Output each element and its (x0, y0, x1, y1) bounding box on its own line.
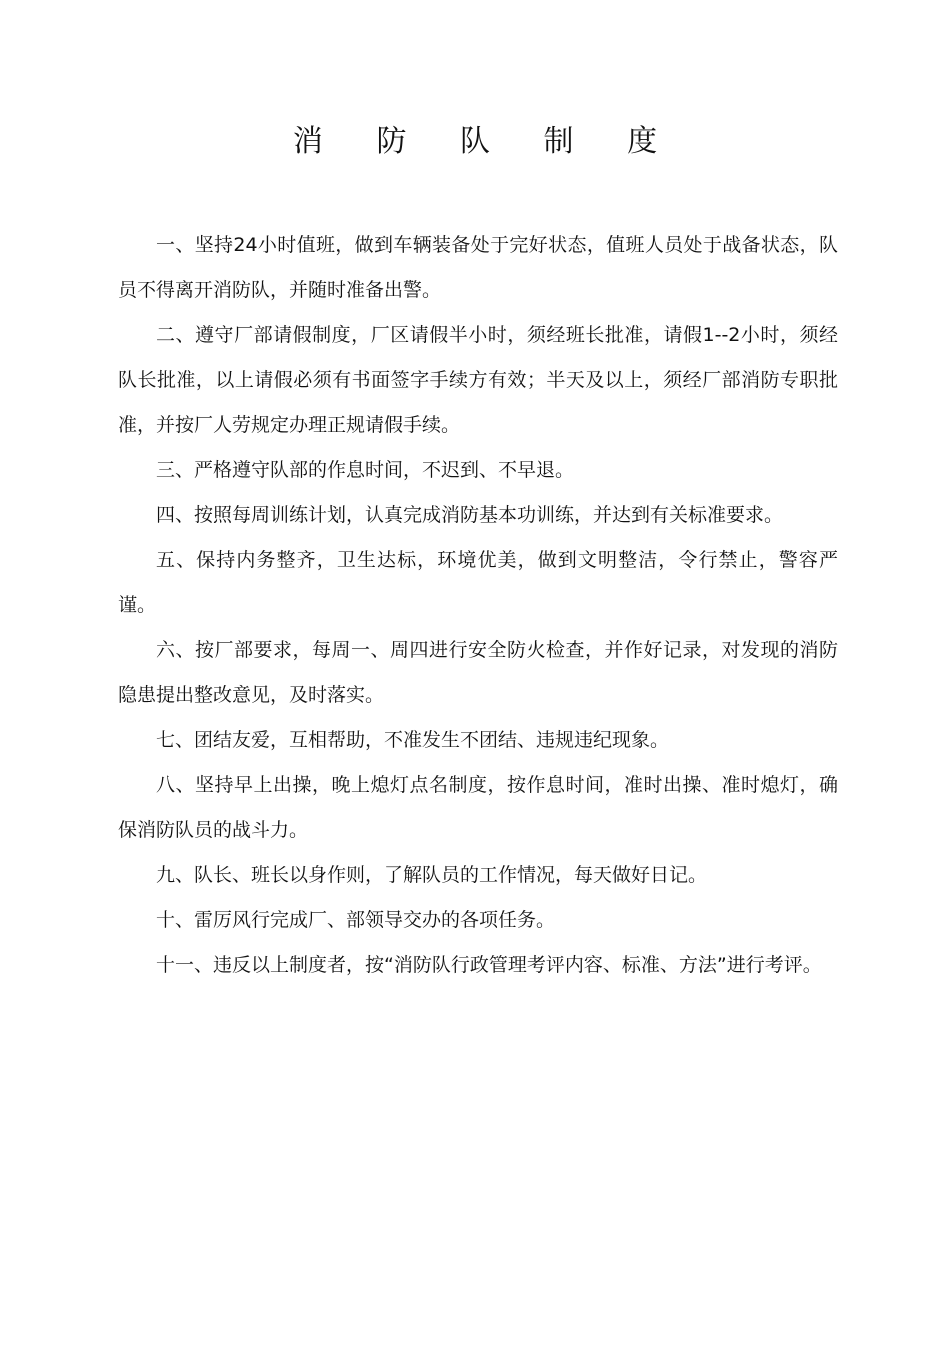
regulation-item-7: 七、团结友爱，互相帮助，不准发生不团结、违规违纪现象。 (156, 729, 670, 751)
regulation-item-8: 八、坚持早上出操，晚上熄灯点名制度，按作息时间，准时出操、准时熄灯，确保消防队员的战斗力。 (118, 774, 838, 841)
regulation-item-2: 二、遵守厂部请假制度，厂区请假半小时，须经班长批准，请假1--2小时，须经队长批准，以上请假必须有书面签字手续方有效；半天及以上，须经厂部消防专职批准，并按厂人劳规定办理正规请假手续。 (118, 324, 838, 436)
document-body (118, 223, 838, 988)
regulation-item-10: 十、雷厉风行完成厂、部领导交办的各项任务。 (156, 909, 556, 931)
regulation-item-4: 四、按照每周训练计划，认真完成消防基本功训练，并达到有关标准要求。 (156, 504, 784, 526)
document-title: 消 防 队 制 度 (292, 124, 680, 159)
regulation-item-5: 五、保持内务整齐，卫生达标，环境优美，做到文明整洁，令行禁止，警容严谨。 (118, 549, 838, 616)
regulation-item-3: 三、严格遵守队部的作息时间，不迟到、不早退。 (156, 459, 575, 481)
regulation-item-6: 六、按厂部要求，每周一、周四进行安全防火检查，并作好记录，对发现的消防隐患提出整改意见，及时落实。 (118, 639, 838, 706)
regulation-item-11: 十一、违反以上制度者，按“消防队行政管理考评内容、标准、方法”进行考评。 (156, 954, 822, 976)
regulation-item-9: 九、队长、班长以身作则，了解队员的工作情况，每天做好日记。 (156, 864, 708, 886)
regulation-item-1: 一、坚持24小时值班，做到车辆装备处于完好状态，值班人员处于战备状态，队员不得离开消防队，并随时准备出警。 (118, 234, 838, 301)
